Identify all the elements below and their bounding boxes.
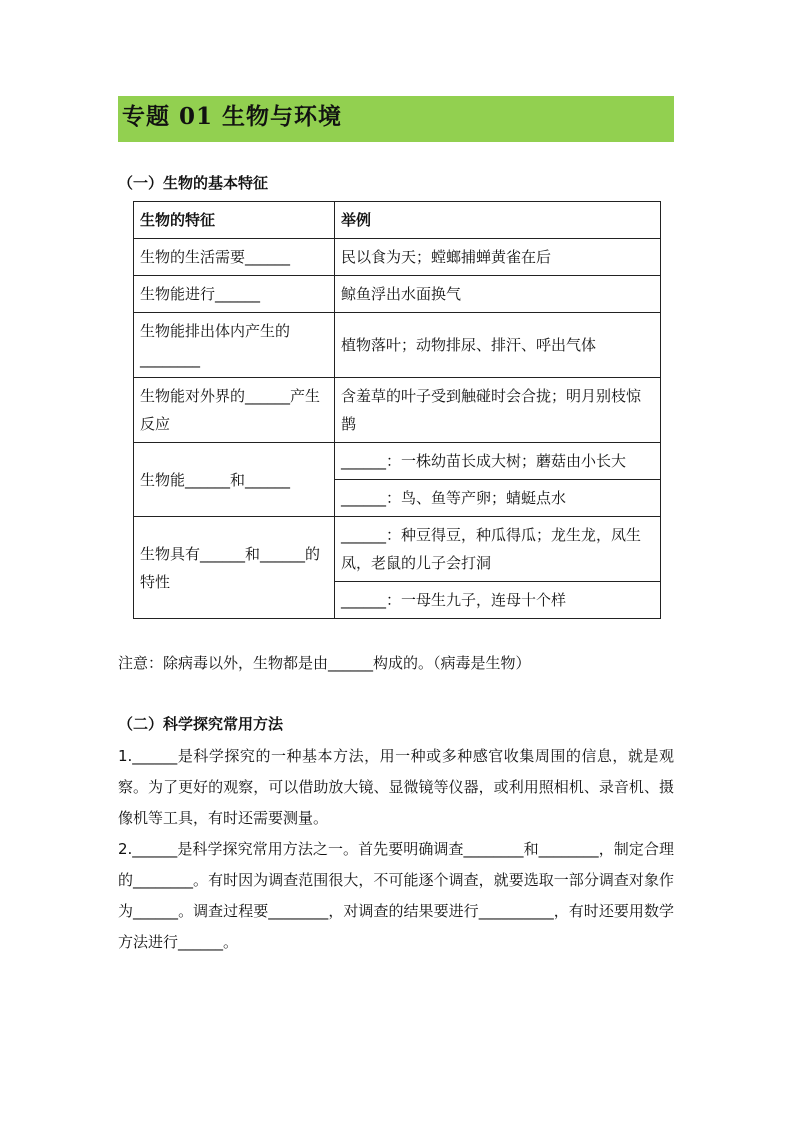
example-cell: 含羞草的叶子受到触碰时会合拢；明月别枝惊鹊 — [335, 378, 661, 443]
page-title: 专题 01 生物与环境 — [122, 103, 343, 130]
example-cell: ______：一母生九子，连母十个样 — [335, 582, 661, 619]
title-banner — [118, 96, 674, 142]
section-heading-2: （二）科学探究常用方法 — [118, 715, 284, 733]
example-cell: 植物落叶；动物排尿、排汗、呼出气体 — [335, 313, 661, 378]
note-text: 注意：除病毒以外，生物都是由______构成的。（病毒是生物） — [118, 654, 531, 672]
feature-cell: 生物能进行______ — [134, 276, 335, 313]
paragraph-survey: 2.______是科学探究常用方法之一。首先要明确调查________和________，制定合理的________。有时因为调查范围很大，不可能逐个调查，就要选取一部分调查对象作为______。调查过程要________，对调查的结果要进行__________，有时还要用数学方法进行______。 — [118, 840, 674, 951]
feature-cell: 生物能______和______ — [134, 443, 335, 517]
table-row — [134, 517, 661, 582]
features-table — [133, 201, 661, 619]
feature-cell: 生物能排出体内产生的________ — [134, 313, 335, 378]
table-row — [134, 239, 661, 276]
table-row — [134, 276, 661, 313]
example-cell: 民以食为天；螳螂捕蝉黄雀在后 — [335, 239, 661, 276]
example-cell: 鲸鱼浮出水面换气 — [335, 276, 661, 313]
feature-cell: 生物的生活需要______ — [134, 239, 335, 276]
header-example: 举例 — [335, 202, 661, 239]
paragraph-observation: 1.______是科学探究的一种基本方法，用一种或多种感官收集周围的信息，就是观察。为了更好的观察，可以借助放大镜、显微镜等仪器，或利用照相机、录音机、摄像机等工具，有时还需要测量。 — [118, 747, 674, 827]
section-heading-1: （一）生物的基本特征 — [118, 174, 269, 192]
table-header-row — [134, 202, 661, 239]
table-row — [134, 378, 661, 443]
header-feature: 生物的特征 — [134, 202, 335, 239]
table-row — [134, 313, 661, 378]
example-cell: ______：一株幼苗长成大树；蘑菇由小长大 — [335, 443, 661, 480]
feature-cell: 生物能对外界的______产生反应 — [134, 378, 335, 443]
feature-cell: 生物具有______和______的特性 — [134, 517, 335, 619]
example-cell: ______：鸟、鱼等产卵；蜻蜓点水 — [335, 480, 661, 517]
example-cell: ______：种豆得豆，种瓜得瓜；龙生龙，凤生凤，老鼠的儿子会打洞 — [335, 517, 661, 582]
table-row — [134, 443, 661, 480]
